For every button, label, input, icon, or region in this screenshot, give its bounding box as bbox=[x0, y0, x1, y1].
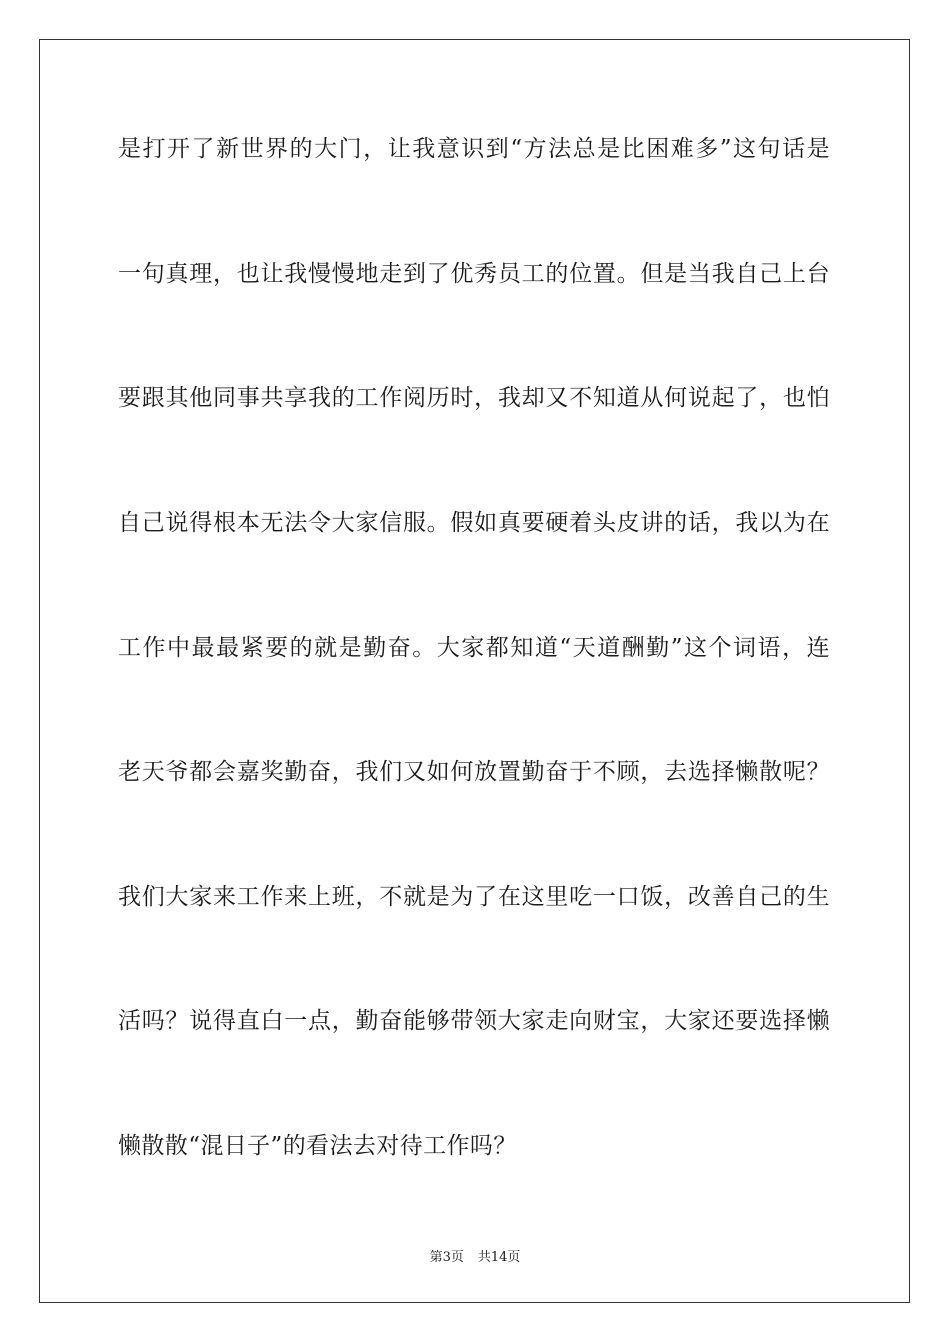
total-pages: 共14页 bbox=[477, 1250, 521, 1265]
text-line-1: 是打开了新世界的大门，让我意识到“方法总是比困难多”这句话是 bbox=[118, 136, 830, 162]
text-line-3: 要跟其他同事共享我的工作阅历时，我却又不知道从何说起了，也怕 bbox=[118, 385, 830, 411]
text-line-4: 自己说得根本无法令大家信服。假如真要硬着头皮讲的话，我以为在 bbox=[118, 510, 830, 536]
page-footer bbox=[0, 1246, 950, 1265]
text-line-9: 懒散散“混日子”的看法去对待工作吗？ bbox=[118, 1133, 517, 1159]
text-line-8: 活吗？说得直白一点，勤奋能够带领大家走向财宝，大家还要选择懒 bbox=[118, 1008, 830, 1034]
text-line-5: 工作中最最紧要的就是勤奋。大家都知道“天道酬勤”这个词语，连 bbox=[118, 635, 830, 661]
page-number: 第3页 bbox=[429, 1250, 464, 1265]
page-border bbox=[39, 39, 910, 1303]
text-line-2: 一句真理，也让我慢慢地走到了优秀员工的位置。但是当我自己上台 bbox=[118, 261, 830, 287]
text-line-6: 老天爷都会嘉奖勤奋，我们又如何放置勤奋于不顾，去选择懒散呢？ bbox=[118, 759, 830, 785]
text-line-7: 我们大家来工作来上班，不就是为了在这里吃一口饭，改善自己的生 bbox=[118, 884, 830, 910]
